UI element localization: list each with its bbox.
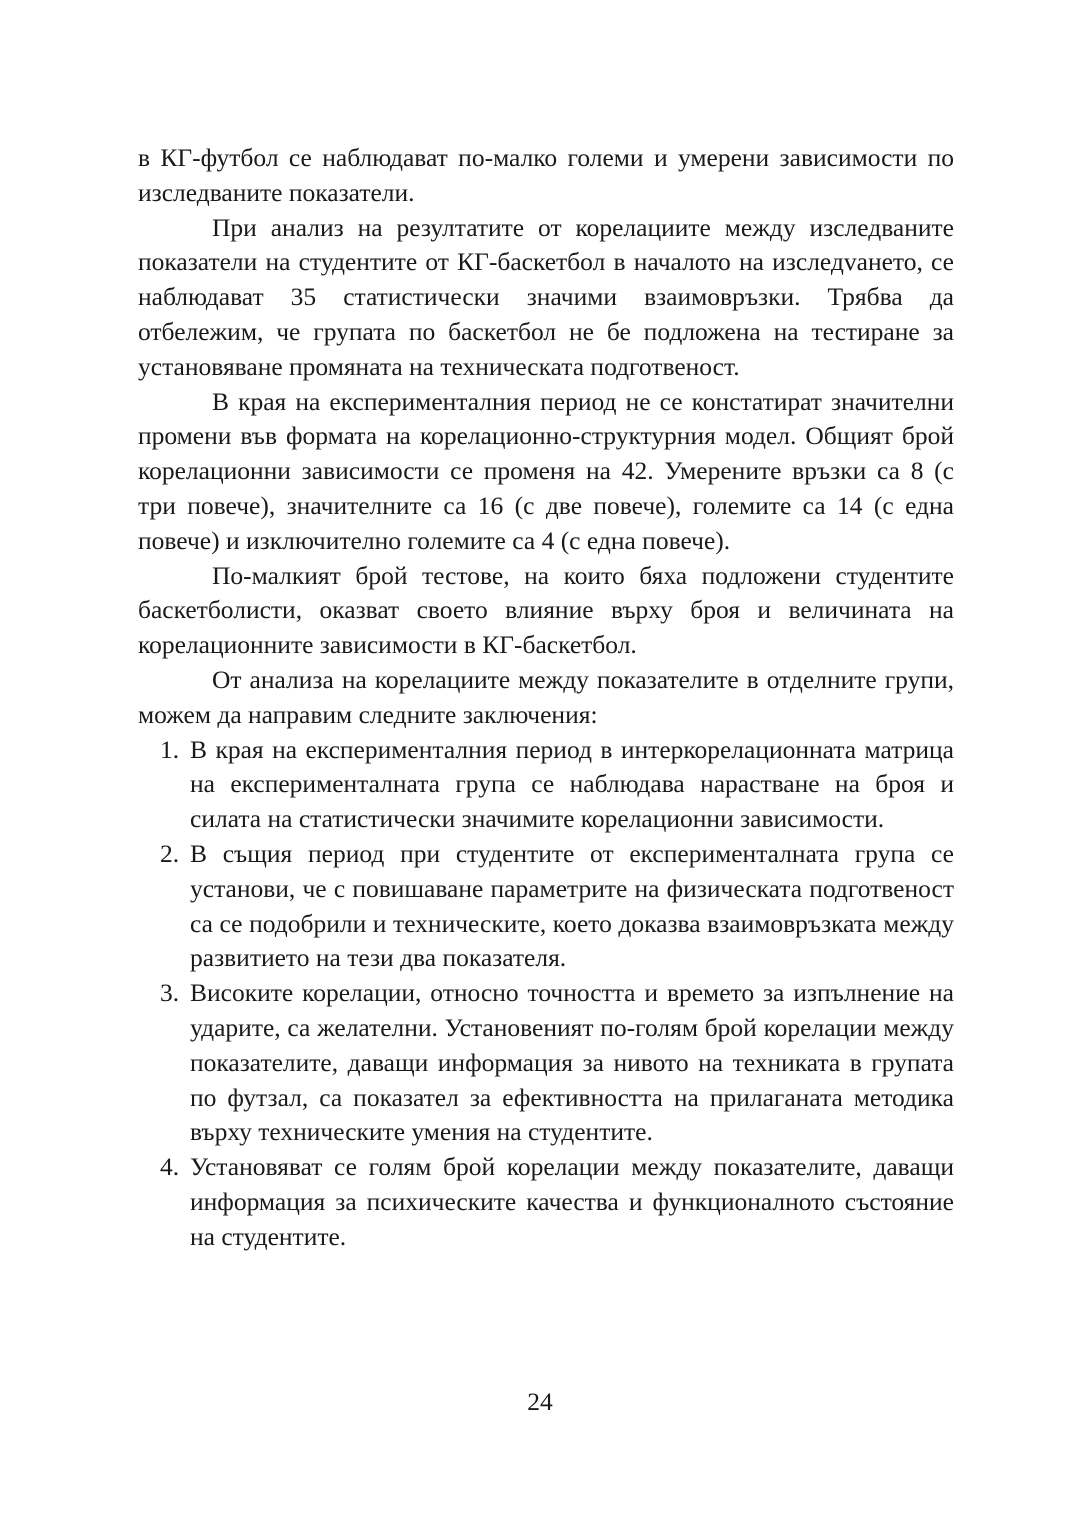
list-item-number: 2. xyxy=(160,838,180,868)
paragraph-conclusions-intro: От анализа на корелациите между показателите в отделните групи, можем да направим следните заключения: xyxy=(138,664,954,729)
list-item xyxy=(138,1150,954,1254)
list-item-text: Установяват се голям брой корелации между показателите, даващи информация за психическите качества и функционалното състояние на студентите. xyxy=(190,1152,954,1251)
page-number: 24 xyxy=(527,1387,553,1416)
paragraph-continuation: в КГ-футбол се наблюдават по-малко големи и умерени зависимости по изследваните показатели. xyxy=(138,143,954,207)
list-item-number: 3. xyxy=(160,978,180,1008)
conclusions-list xyxy=(138,733,954,1255)
list-item-text: В същия период при студентите от експерименталната група се установи, че с повишаване параметрите на физическата подготвеност са се подобрили и техническите, което доказва взаимовръзката между развитието на тези два показателя. xyxy=(190,838,954,973)
list-item xyxy=(138,976,954,1150)
list-item xyxy=(138,733,954,837)
paragraph-experiment-end: В края на експерименталния период не се констатират значителни промени във формата на корелационно-структурния модел. Общият брой корелационни зависимости се променя на 42. Умерените връзки са 8 (с три повече), значителните са 16 (с две повече), големите са 14 (с една повече) и изключително големите са 4 (с една повече). xyxy=(138,386,954,555)
list-item-number: 1. xyxy=(160,734,180,764)
paragraph-basketball-start: При анализ на резултатите от корелациите между изследваните показатели на студентите от КГ-баскетбол в началото на изследvането, се наблюдават 35 статистически значими взаимовръзки. Трябва да отбележим, че групата по баскетбол не бе подложена на тестиране за установяване промяната на техническата подготвеност. xyxy=(138,212,954,381)
page-body xyxy=(138,141,954,1255)
list-item-text: В края на експерименталния период в интеркорелационната матрица на експерименталната група се наблюдава нарастване на броя и силата на статистически значимите корелационни зависимости. xyxy=(190,734,954,834)
list-item-number: 4. xyxy=(160,1152,180,1182)
paragraph-fewer-tests: По-малкият брой тестове, на които бяха подложени студентите баскетболисти, оказват своето влияние върху броя и величината на корелационните зависимости в КГ-баскетбол. xyxy=(138,560,954,660)
list-item-text: Високите корелации, относно точността и времето за изпълнение на ударите, са желателни. Установеният по-голям брой корелации между показателите, даващи информация за нивото на техниката в групата по футзал, са показател за ефективността на прилаганата методика върху техническите умения на студентите. xyxy=(190,978,954,1147)
list-item xyxy=(138,837,954,976)
